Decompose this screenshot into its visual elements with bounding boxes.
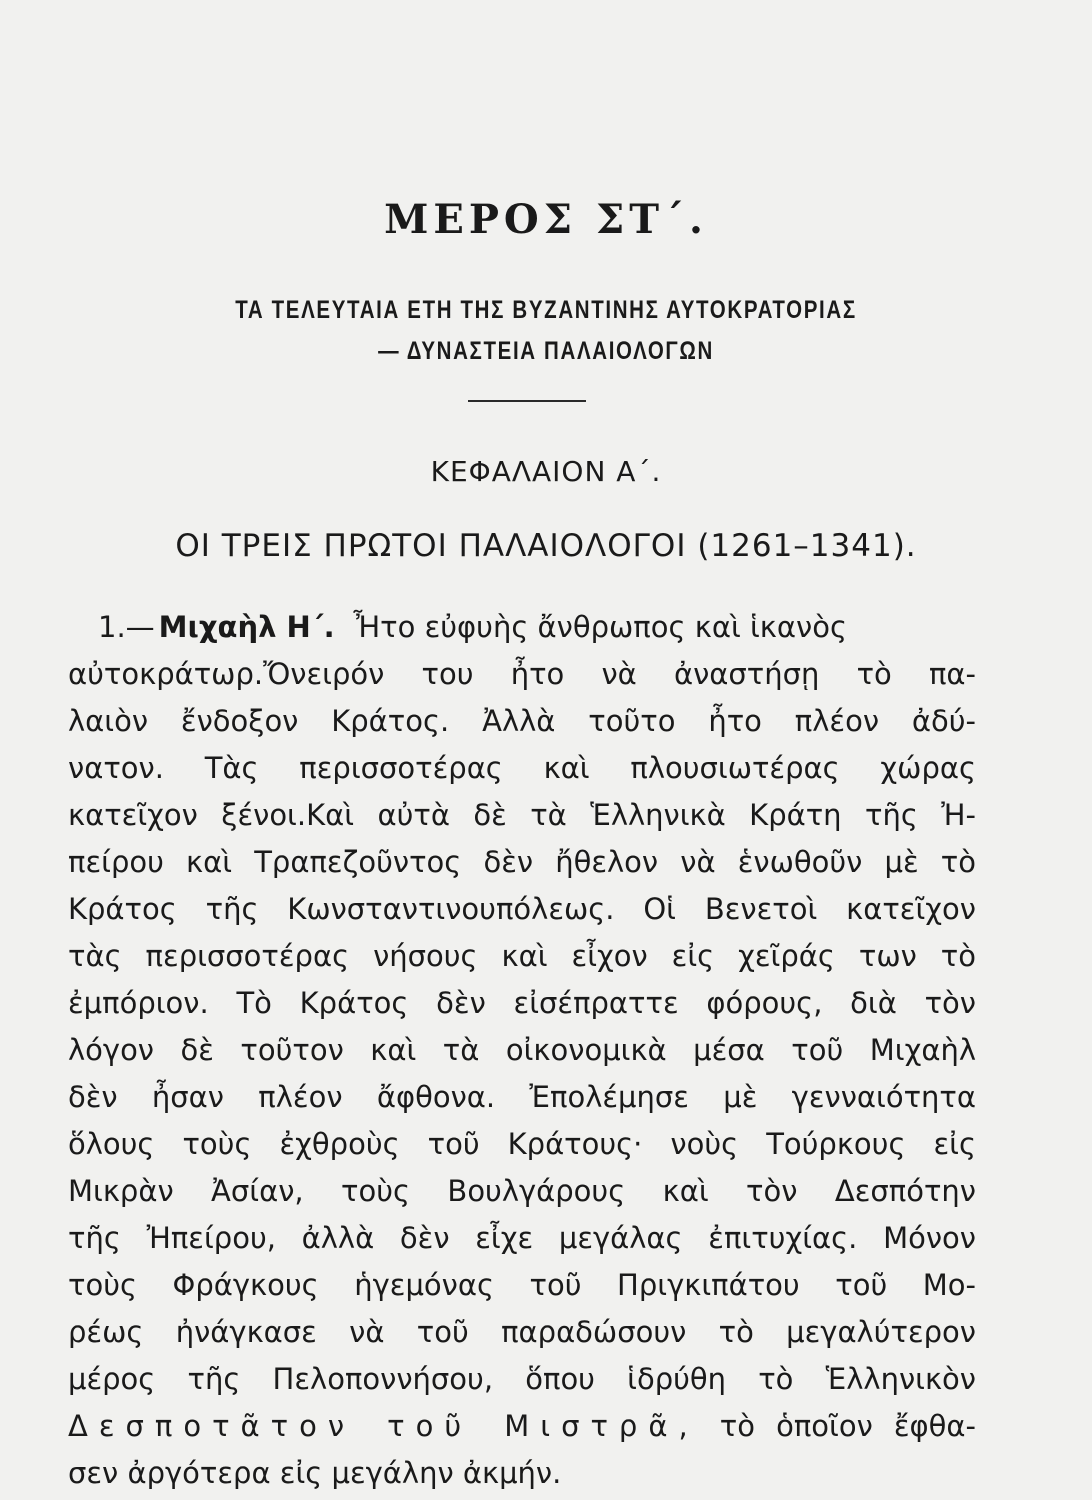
paragraph-line: Μικρὰν Ἀσίαν, τοὺς Βουλγάρους καὶ τὸν Δεσπότην (68, 1174, 976, 1208)
paragraph-line: Κράτος τῆς Κωνσταντινουπόλεως. Οἱ Βενετοὶ κατεῖχον (68, 892, 976, 926)
paragraph-line: λαιὸν ἔνδοξον Κράτος. Ἀλλὰ τοῦτο ἦτο πλέον ἀδύ- (68, 704, 976, 738)
paragraph-line: τοὺς Φράγκους ἡγεμόνας τοῦ Πριγκιπάτου τοῦ Μο- (68, 1268, 976, 1302)
paragraph-line-text: τὸ ὁποῖον ἔφθα- (719, 1409, 977, 1443)
part-title: ΜΕΡΟΣ ΣΤ΄. (384, 196, 708, 243)
paragraph-line (68, 1403, 976, 1450)
section-divider (468, 400, 586, 402)
paragraph-line: κατεῖχον ξένοι.Καὶ αὐτὰ δὲ τὰ Ἑλληνικὰ Κράτη τῆς Ἠ- (68, 798, 976, 832)
section-title-line-2: — ΔΥΝΑΣΤΕΙΑ ΠΑΛΑΙΟΛΟΓΩΝ (378, 337, 714, 365)
paragraph-line: ὅλους τοὺς ἐχθροὺς τοῦ Κράτους· νοὺς Τούρκους εἰς (68, 1127, 976, 1161)
paragraph-line-text: Ἦτο εὐφυὴς ἄνθρωπος καὶ ἱκανὸς (353, 610, 847, 644)
paragraph-line: ἐμπόριον. Τὸ Κράτος δὲν εἰσέπραττε φόρους, διὰ τὸν (68, 986, 976, 1020)
paragraph-line: πείρου καὶ Τραπεζοῦντος δὲν ἤθελον νὰ ἑνωθοῦν μὲ τὸ (68, 845, 976, 879)
paragraph-line: ρέως ἠνάγκασε νὰ τοῦ παραδώσουν τὸ μεγαλύτερον (68, 1315, 976, 1349)
paragraph-line (68, 604, 976, 651)
paragraph-line: μέρος τῆς Πελοποννήσου, ὅπου ἱδρύθη τὸ Ἑλληνικὸν (68, 1362, 976, 1396)
paragraph-number: 1.— (98, 610, 155, 644)
paragraph-line: αὐτοκράτωρ.Ὄνειρόν του ἦτο νὰ ἀναστήσῃ τὸ πα- (68, 657, 976, 691)
paragraph-heading-name: Μιχαὴλ Η΄. (158, 610, 335, 644)
section-title-line-1: ΤΑ ΤΕΛΕΥΤΑΙΑ ΕΤΗ ΤΗΣ ΒΥΖΑΝΤΙΝΗΣ ΑΥΤΟΚΡΑΤΟΡΙΑΣ (235, 296, 857, 324)
paragraph-line: σεν ἀργότερα εἰς μεγάλην ἀκμήν. (68, 1456, 562, 1490)
chapter-label: ΚΕΦΑΛΑΙΟΝ Α΄. (430, 455, 662, 488)
paragraph-body (68, 604, 976, 1497)
spaced-phrase: Δεσποτᾶτον τοῦ Μιστρᾶ, (68, 1409, 699, 1443)
paragraph-line: τὰς περισσοτέρας νήσους καὶ εἶχον εἰς χεῖράς των τὸ (68, 939, 976, 973)
paragraph-line: λόγον δὲ τοῦτον καὶ τὰ οἰκονομικὰ μέσα τοῦ Μιχαὴλ (68, 1033, 976, 1067)
paragraph-line: δὲν ἦσαν πλέον ἄφθονα. Ἐπολέμησε μὲ γενναιότητα (68, 1080, 976, 1114)
paragraph-line: νατον. Τὰς περισσοτέρας καὶ πλουσιωτέρας χώρας (68, 751, 976, 785)
paragraph-line: τῆς Ἠπείρου, ἀλλὰ δὲν εἶχε μεγάλας ἐπιτυχίας. Μόνον (68, 1221, 976, 1255)
chapter-title: ΟΙ ΤΡΕΙΣ ΠΡΩΤΟΙ ΠΑΛΑΙΟΛΟΓΟΙ (1261–1341). (175, 528, 917, 564)
